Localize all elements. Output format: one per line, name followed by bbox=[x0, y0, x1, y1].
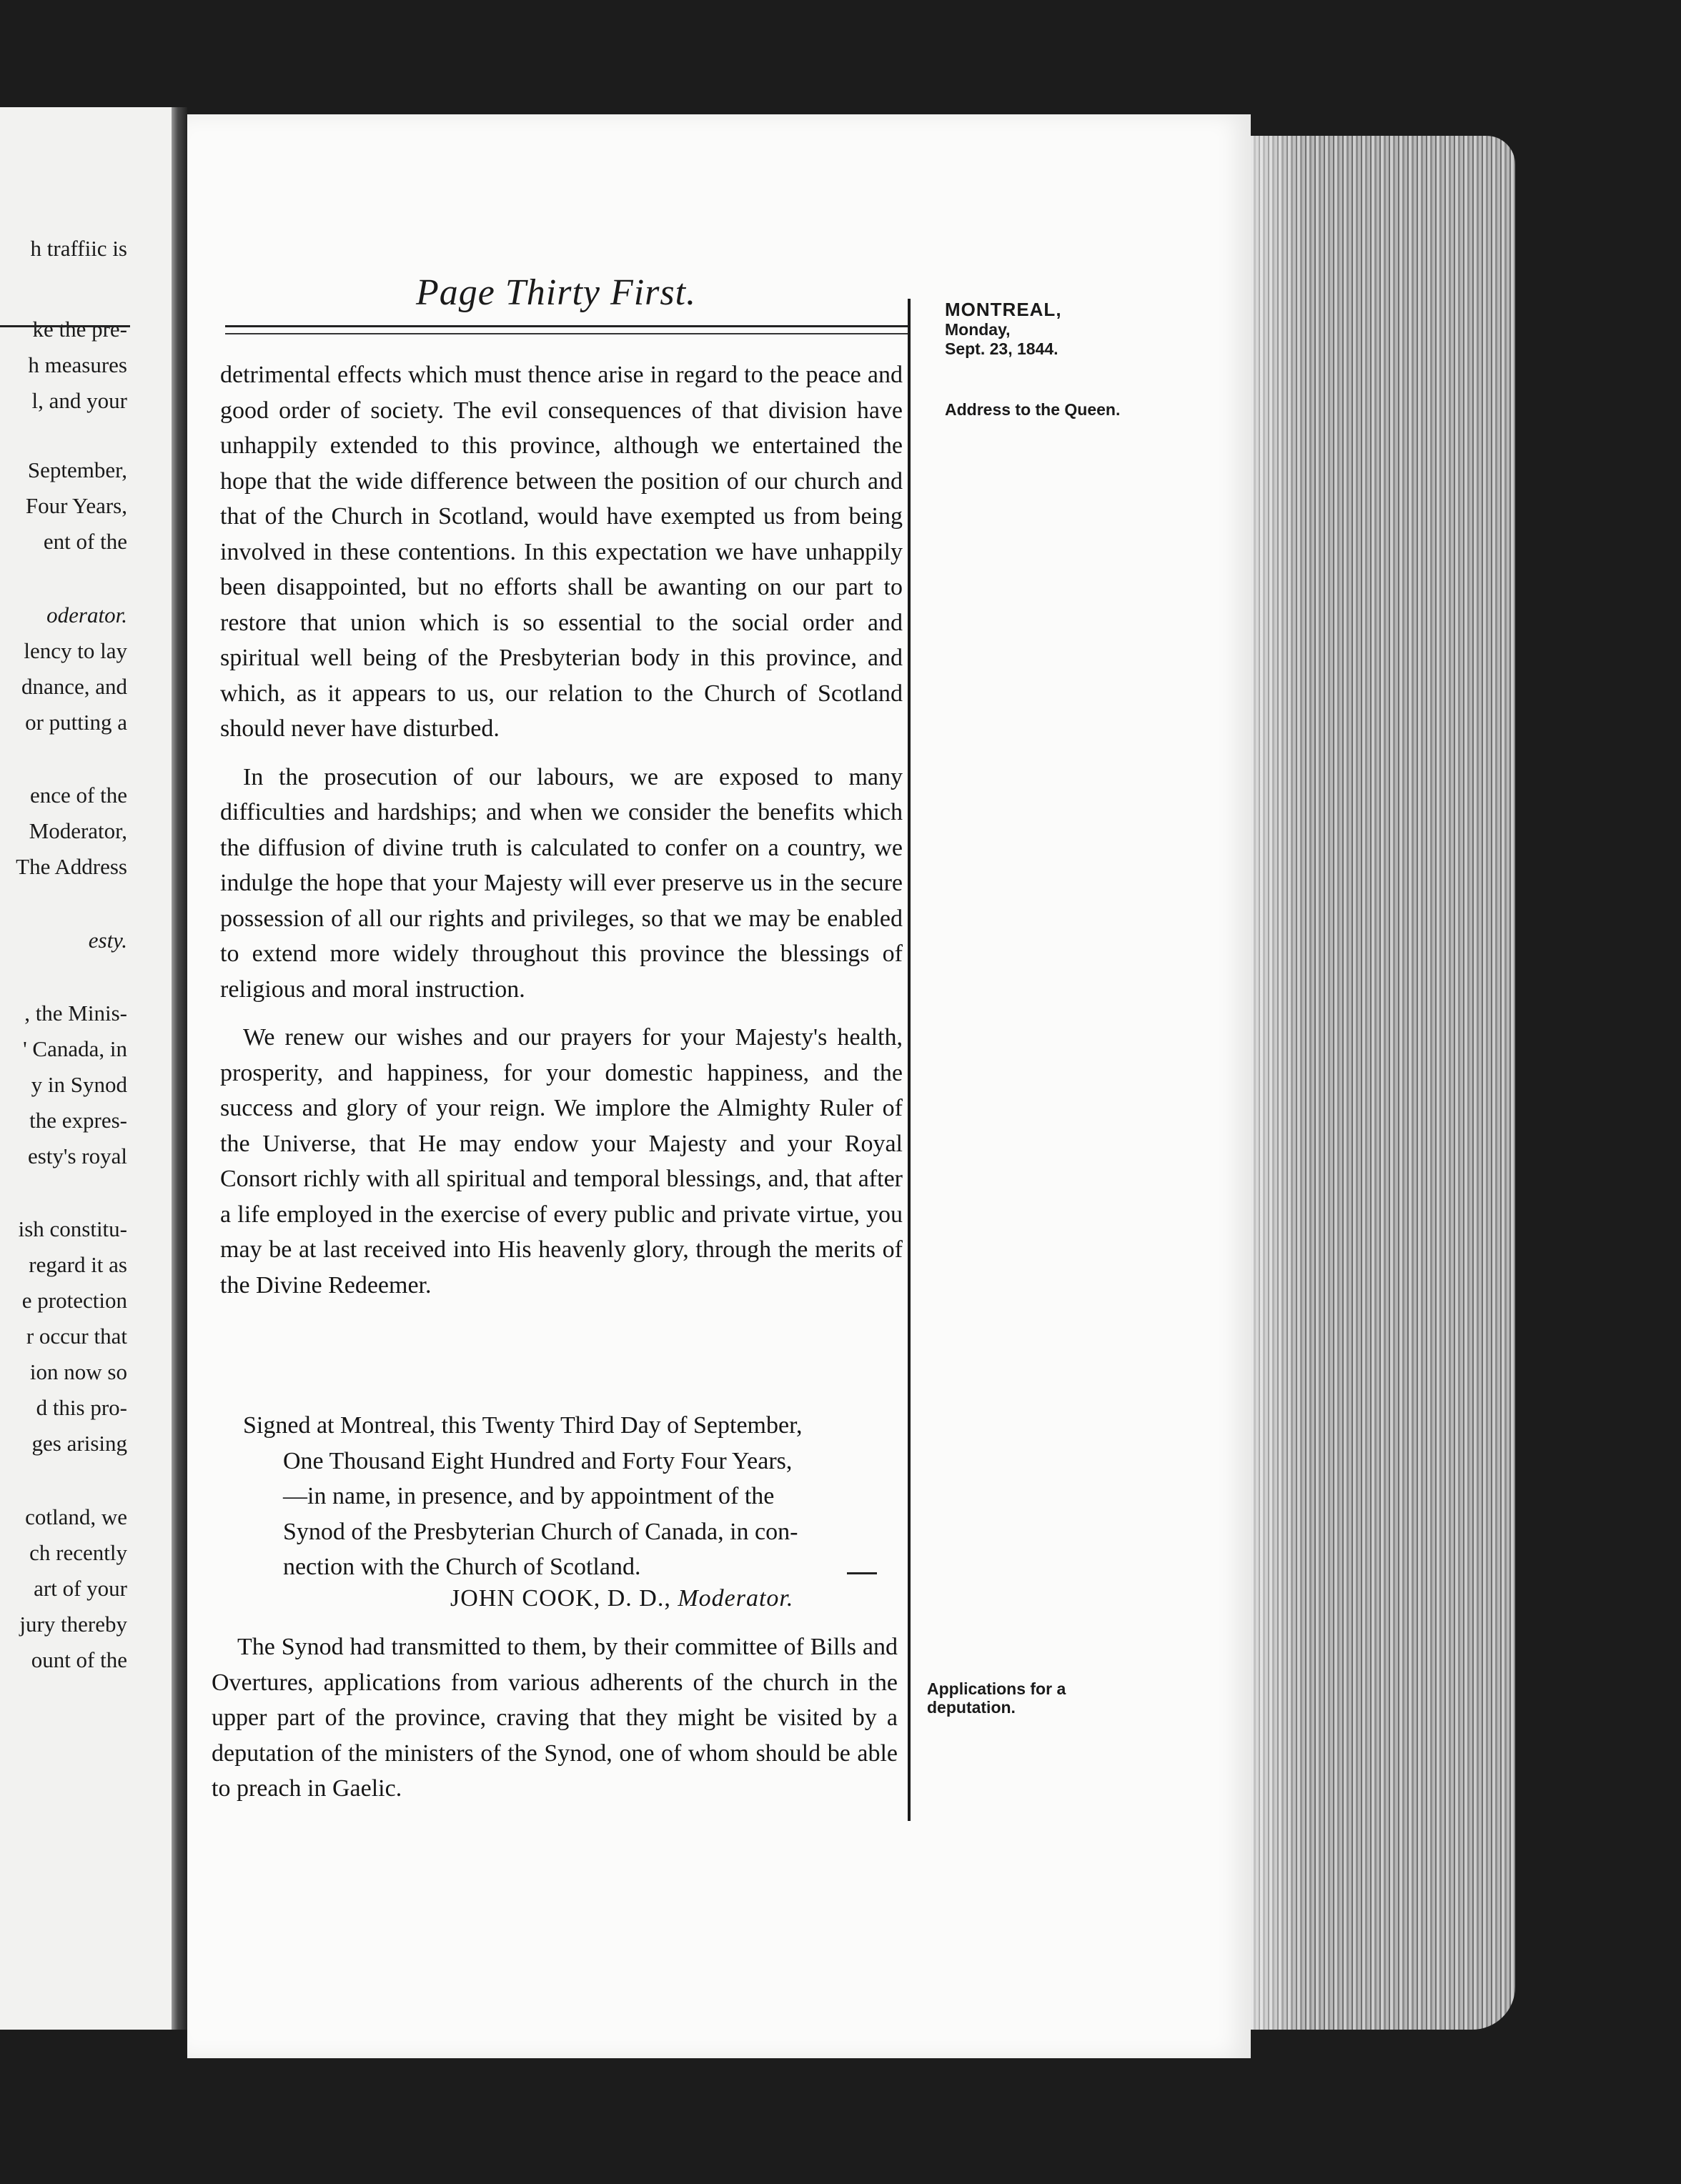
signature-dash bbox=[847, 1572, 877, 1574]
paragraph-1: detrimental effects which must thence arise in regard to the peace and good order of society. The evil consequences of that division have unhappily extended to this province, although we entertained the hope that the wide difference between the position of our church and that of the Church in Scotland, would have exempted us from being involved in these contentions. In this expectation we have unhappily been disappointed, but no efforts shall be awanting on our part to restore that union which is so essential to the social order and spiritual well being of the Presbyterian body in this province, and which, as it appears to us, our relation to the Church of Scotland should never have disturbed. bbox=[220, 362, 903, 742]
facing-page-line: y in Synod bbox=[31, 1072, 127, 1097]
facing-page-line: oderator. bbox=[46, 602, 127, 627]
page-title: Page Thirty First. bbox=[416, 272, 697, 313]
book-gutter bbox=[172, 107, 187, 2030]
facing-page-line: ke the pre- bbox=[32, 317, 127, 342]
margin-date-text: Sept. 23, 1844. bbox=[945, 339, 1058, 358]
facing-page-fragment bbox=[0, 107, 172, 2030]
facing-page-rule bbox=[0, 325, 130, 327]
facing-page-line: ion now so bbox=[29, 1359, 127, 1384]
facing-page-line: jury thereby bbox=[19, 1612, 127, 1637]
facing-page-line: r occur that bbox=[26, 1324, 127, 1349]
facing-page-line: ch recently bbox=[29, 1540, 127, 1565]
facing-page-line: ount of the bbox=[31, 1647, 127, 1672]
signature-line-4: Synod of the Presbyterian Church of Canada, in con- bbox=[283, 1518, 798, 1545]
moderator-name: JOHN COOK, D. D., bbox=[450, 1585, 671, 1612]
facing-page-line: Moderator, bbox=[29, 818, 127, 843]
paragraph-3: We renew our wishes and our prayers for your Majesty's health, prosperity, and happiness, for your domestic happiness, and the success and glory of your reign. We implore the Almighty Ruler of the Universe, that He may endow your Majesty and your Royal Consort richly with all spiritual and temporal blessings, and, that after a life employed in the exercise of every public and private virtue, you may be at last received into His heavenly glory, through the merits of the Divine Redeemer. bbox=[220, 1024, 903, 1299]
margin-note-address: Address to the Queen. bbox=[945, 400, 1121, 419]
signature-line-5: nection with the Church of Scotland. bbox=[283, 1554, 641, 1580]
margin-date bbox=[945, 320, 1058, 359]
page-edges-highlight bbox=[1251, 136, 1308, 2030]
facing-page-line: ence of the bbox=[30, 783, 127, 808]
signature-line-2: One Thousand Eight Hundred and Forty Four Years, bbox=[283, 1447, 793, 1474]
signature-line-1: Signed at Montreal, this Twenty Third Day of September, bbox=[243, 1412, 803, 1439]
facing-page-line: h traffiic is bbox=[30, 236, 127, 261]
facing-page-line: , the Minis- bbox=[24, 1001, 127, 1026]
facing-page-line: Four Years, bbox=[25, 493, 127, 518]
facing-page-line: art of your bbox=[34, 1576, 127, 1601]
facing-page-line: d this pro- bbox=[36, 1395, 127, 1420]
margin-day: Monday, bbox=[945, 320, 1011, 339]
facing-page-line: ges arising bbox=[31, 1431, 127, 1456]
paragraph-2: In the prosecution of our labours, we are exposed to many difficulties and hardships; and when we consider the benefits which the diffusion of divine truth is calculated to confer on a country, we indulge the hope that your Majesty will ever preserve us in the secure possession of all our rights and privileges, so that we may be enabled to extend more widely throughout this province the blessings of religious and moral instruction. bbox=[220, 763, 903, 1003]
facing-page-line: regard it as bbox=[29, 1252, 127, 1277]
facing-page-line: e protection bbox=[21, 1288, 127, 1313]
moderator-role: Moderator. bbox=[678, 1585, 794, 1612]
facing-page-line: lency to lay bbox=[24, 638, 127, 663]
facing-page-line: h measures bbox=[28, 352, 127, 377]
facing-page-line: ish constitu- bbox=[18, 1216, 127, 1241]
facing-page-line: esty. bbox=[88, 928, 127, 953]
facing-page-line: September, bbox=[27, 457, 127, 482]
facing-page-line: cotland, we bbox=[25, 1504, 127, 1529]
facing-page-line: the expres- bbox=[29, 1108, 127, 1133]
signature-block bbox=[220, 1408, 903, 1585]
facing-page-line: ent of the bbox=[43, 529, 127, 554]
facing-page-line: esty's royal bbox=[27, 1143, 127, 1168]
signature-line-3: —in name, in presence, and by appointment of the bbox=[283, 1483, 775, 1509]
header-rule bbox=[225, 325, 908, 334]
body-text bbox=[220, 357, 903, 1316]
closing-paragraph: The Synod had transmitted to them, by their committee of Bills and Overtures, applications from various adherents of the church in the upper part of the province, craving that they might be visited by a deputation of the ministers of the Synod, one of whom should be able to preach in Gaelic. bbox=[212, 1634, 898, 1802]
margin-column-rule bbox=[908, 299, 911, 1821]
moderator-signature bbox=[450, 1585, 793, 1612]
facing-page-line: l, and your bbox=[31, 388, 127, 413]
facing-page-line: or putting a bbox=[25, 710, 127, 735]
facing-page-line: The Address bbox=[16, 854, 127, 879]
margin-place: MONTREAL, bbox=[945, 299, 1062, 320]
facing-page-line: ' Canada, in bbox=[23, 1036, 127, 1061]
facing-page-line: dnance, and bbox=[21, 674, 127, 699]
margin-note-applications: Applications for a deputation. bbox=[927, 1679, 1066, 1717]
